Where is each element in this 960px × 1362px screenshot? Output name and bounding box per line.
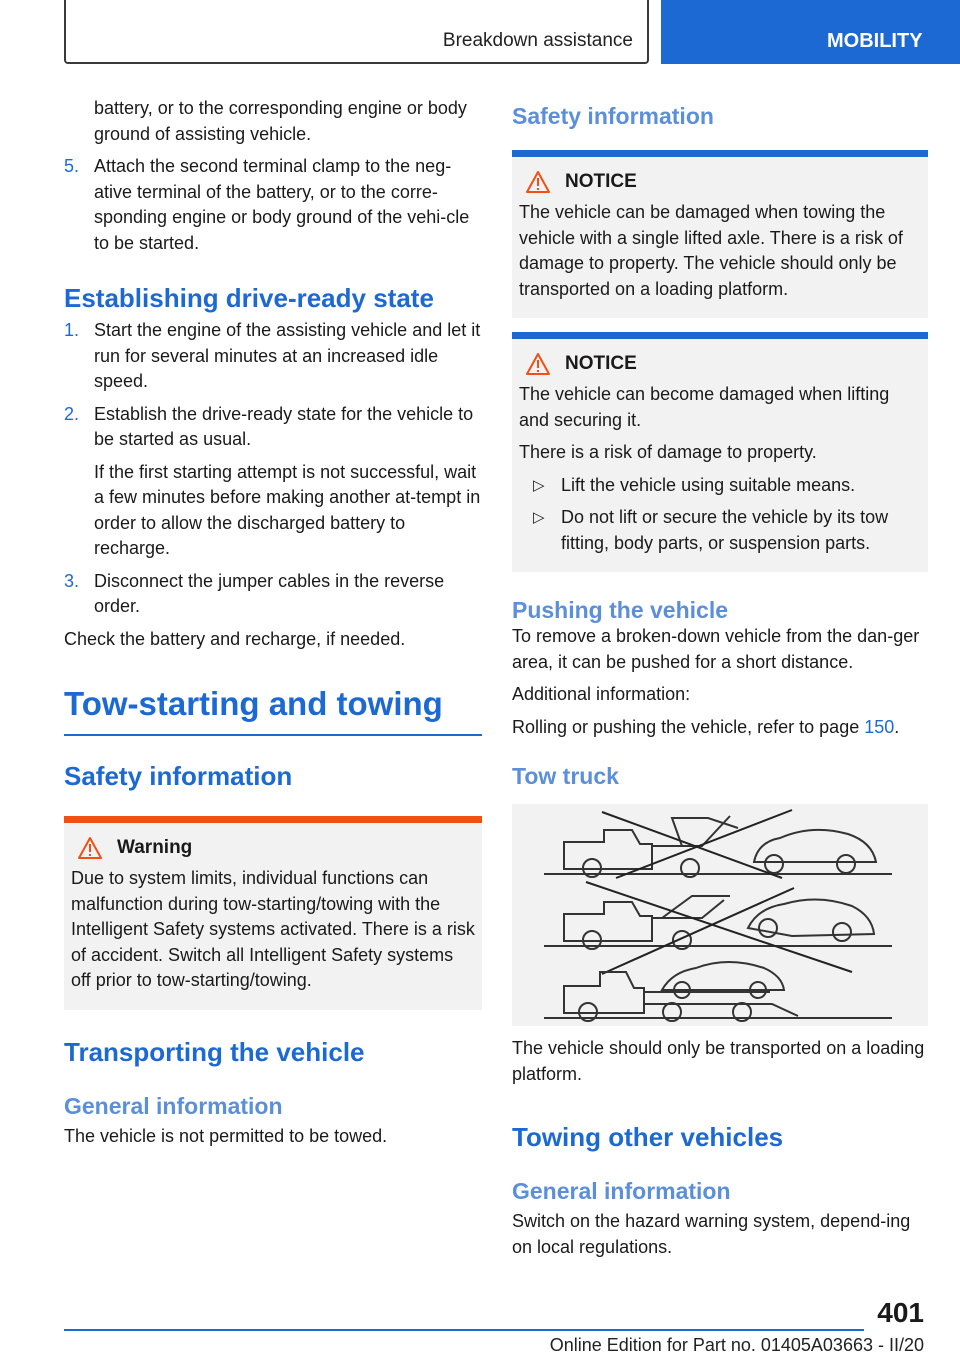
rolling-text-end: .	[894, 716, 900, 737]
warning-triangle-icon	[525, 352, 551, 376]
safety-info-heading-right: Safety information	[512, 103, 714, 129]
notice-title: NOTICE	[565, 353, 637, 374]
step-number: 3.	[64, 570, 80, 591]
step-number: 5.	[64, 156, 80, 176]
warning-triangle-icon	[525, 170, 551, 194]
triangle-bullet-icon: ▷	[533, 509, 545, 526]
step-2-note: If the first starting attempt is not successful, wait a few minutes before making another at‐tempt in order to allow the discharged battery to recharge.	[94, 461, 481, 558]
notice-title-row	[519, 169, 921, 194]
step-number: 2.	[64, 403, 80, 424]
step-1	[64, 318, 482, 395]
step-text: Start the engine of the assisting vehicle and let it run for several minutes at an increased idle speed.	[94, 320, 481, 391]
triangle-bullet-icon: ▷	[533, 476, 545, 494]
notice-title: NOTICE	[565, 171, 637, 192]
notice-text: The vehicle can become damaged when lifting and securing it.	[519, 384, 890, 430]
pushing-heading: Pushing the vehicle	[512, 597, 728, 623]
bullet-item	[519, 505, 921, 556]
check-battery-text: Check the battery and recharge, if needed.	[64, 628, 406, 649]
general-info-heading-right: General information	[512, 1178, 731, 1204]
safety-info-heading: Safety information	[64, 761, 293, 791]
bullet-text: Do not lift or secure the vehicle by its tow fitting, body parts, or suspension parts.	[561, 507, 889, 553]
left-column	[64, 96, 482, 1149]
notice-box-2	[512, 332, 928, 572]
warning-title: Warning	[117, 837, 193, 858]
additional-info-label: Additional information:	[512, 684, 691, 704]
tow-truck-illustration	[512, 804, 928, 1026]
notice-box-1	[512, 150, 928, 318]
drive-ready-heading: Establishing drive-ready state	[64, 283, 434, 313]
continued-text: battery, or to the corresponding engine or body ground of assisting vehicle.	[94, 98, 467, 144]
pushing-text: To remove a broken-down vehicle from the dan‐ger area, it can be pushed for a short distance.	[512, 626, 920, 672]
rolling-text-main: Rolling or pushing the vehicle, refer to page	[512, 716, 860, 737]
general-info-text: The vehicle is not permitted to be towed.	[64, 1125, 388, 1146]
general-info-heading: General information	[64, 1092, 283, 1119]
step-text: Disconnect the jumper cables in the reverse order.	[94, 570, 445, 616]
tow-truck-figure	[512, 804, 928, 1026]
step-text: Establish the drive-ready state for the vehicle to be started as usual.	[94, 403, 474, 449]
step-5	[64, 154, 482, 256]
warning-box	[64, 816, 482, 1010]
bullet-item	[519, 473, 921, 499]
header-section-box	[64, 0, 649, 64]
header-section-title: Breakdown assistance	[442, 30, 633, 51]
step-number: 1.	[64, 320, 80, 340]
header-chapter-tab[interactable]: MOBILITY	[661, 0, 960, 64]
footer-edition-text: Online Edition for Part no. 01405A03663 - II/20	[549, 1335, 924, 1355]
page-number: 401	[877, 1297, 924, 1328]
footer-divider	[64, 1329, 864, 1331]
bullet-text: Lift the vehicle using suitable means.	[561, 474, 856, 495]
tow-truck-heading: Tow truck	[512, 763, 619, 789]
warning-text: Due to system limits, individual functions can malfunction during tow-starting/towing with the Intelligent Safety systems activated. There is a risk of accident. Switch all Intelligent Safety systems off prior to tow-starting/towing.	[71, 868, 475, 990]
notice-text: The vehicle can be damaged when towing the vehicle with a single lifted axle. There is a risk of damage to property. The vehicle should only be transported on a loading platform.	[519, 202, 903, 299]
tow-starting-heading: Tow-starting and towing	[64, 684, 482, 736]
notice-title-row	[519, 351, 921, 376]
figure-caption: The vehicle should only be transported on a loading platform.	[512, 1038, 925, 1084]
step-text: Attach the second terminal clamp to the neg‐ative terminal of the battery, or to the corre‐sponding engine or body ground of the vehi‐cle to be started.	[94, 156, 470, 253]
warning-triangle-icon	[77, 836, 103, 860]
warning-title-row	[71, 835, 475, 860]
towing-other-heading: Towing other vehicles	[512, 1122, 784, 1152]
notice-text: There is a risk of damage to property.	[519, 442, 817, 462]
page-reference-link[interactable]: 150	[864, 716, 895, 737]
general-info-text-right: Switch on the hazard warning system, depend‐ing on local regulations.	[512, 1211, 911, 1257]
right-column	[512, 96, 928, 1260]
transporting-heading: Transporting the vehicle	[64, 1036, 365, 1067]
step-2	[64, 402, 482, 453]
rolling-text	[512, 715, 928, 741]
step-3	[64, 569, 482, 620]
